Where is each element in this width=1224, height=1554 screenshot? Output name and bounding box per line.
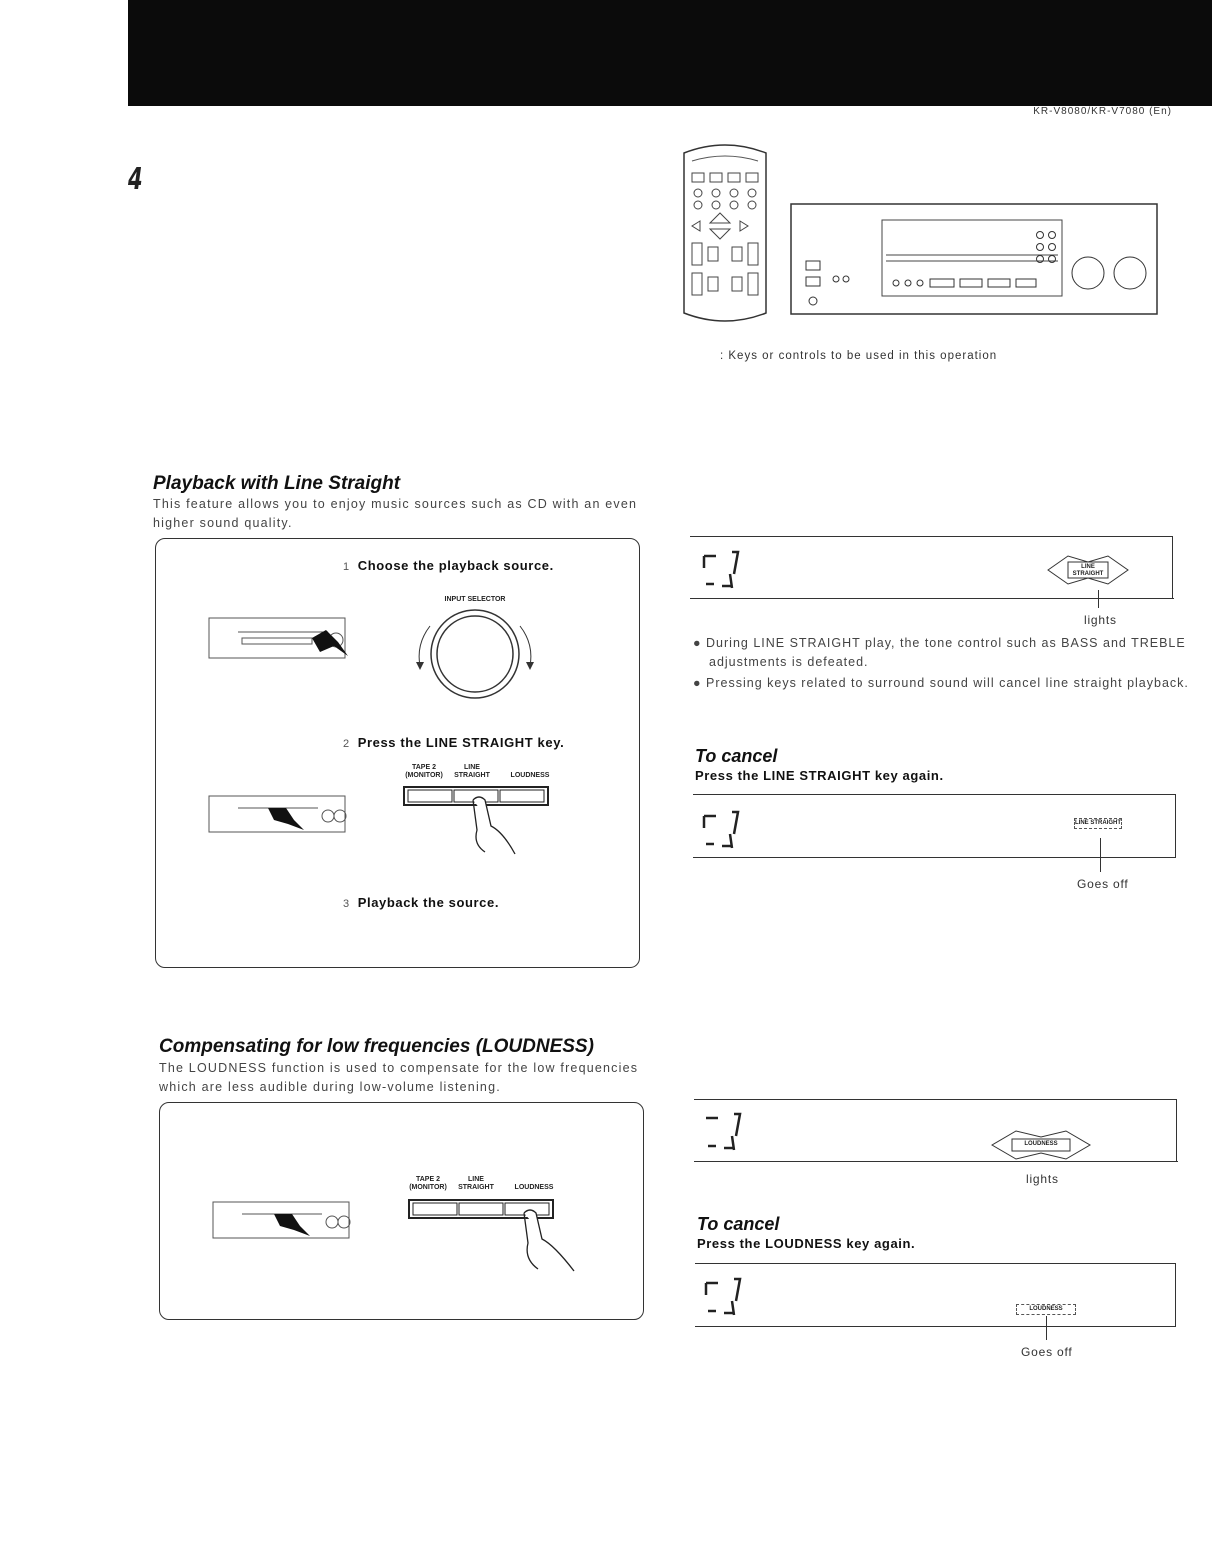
lights-label-1: lights xyxy=(1084,613,1117,627)
loudness-indicator: LOUDNESS xyxy=(1024,1141,1058,1147)
leader-line xyxy=(1046,1316,1047,1340)
bullet-1: ● During LINE STRAIGHT play, the tone control such as BASS and TREBLE adjustments is defeated. xyxy=(693,636,1186,669)
step-3-number: 3 xyxy=(343,898,350,910)
key-row-illustration-1 xyxy=(403,786,553,856)
page-number: 4 xyxy=(128,162,143,197)
key-row-illustration-2 xyxy=(408,1199,578,1279)
input-selector-label: INPUT SELECTOR xyxy=(444,596,506,603)
step-3 xyxy=(343,895,499,910)
receiver-mini-illustration-3 xyxy=(212,1196,362,1248)
cancel-title-1: To cancel xyxy=(695,746,778,766)
display-baseline xyxy=(690,598,1174,599)
loudness-key-label: LOUDNESS xyxy=(510,772,550,779)
header-bar xyxy=(128,0,1212,106)
lights-label-2: lights xyxy=(1026,1172,1059,1186)
section1-title: Playback with Line Straight xyxy=(153,473,401,494)
line-straight-key-label-2: LINE STRAIGHT xyxy=(458,1176,494,1191)
step-1 xyxy=(343,558,554,573)
step-1-number: 1 xyxy=(343,561,350,573)
display-baseline xyxy=(694,1161,1178,1162)
leader-line xyxy=(1100,838,1101,872)
goes-off-label-2: Goes off xyxy=(1021,1345,1073,1359)
display-digits-icon xyxy=(704,1110,744,1154)
receiver-mini-illustration-1 xyxy=(208,612,358,664)
goes-off-label-1: Goes off xyxy=(1077,877,1129,891)
line-straight-indicator-off: LINE STRAIGHT xyxy=(1074,818,1122,829)
display-loudness-off xyxy=(695,1263,1176,1327)
cancel-subtitle-2: Press the LOUDNESS key again. xyxy=(697,1236,916,1251)
bullet-1-text: During LINE STRAIGHT play, the tone control such as BASS and TREBLE adjustments is defeated. xyxy=(706,636,1186,669)
tape2-monitor-label: TAPE 2 (MONITOR) xyxy=(405,764,443,779)
input-selector-knob[interactable] xyxy=(410,608,550,704)
section1-description: This feature allows you to enjoy music sources such as CD with an even higher sound quality. xyxy=(153,497,638,530)
section2-title: Compensating for low frequencies (LOUDNESS) xyxy=(159,1036,594,1057)
finger-press-icon xyxy=(524,1210,574,1271)
bullet-2-text: Pressing keys related to surround sound will cancel line straight playback. xyxy=(706,676,1189,690)
leader-line xyxy=(1098,590,1099,608)
tape2-monitor-label-2: TAPE 2 (MONITOR) xyxy=(409,1176,447,1191)
section2-description: The LOUDNESS function is used to compensate for the low frequencies which are less audible during low-volume listening. xyxy=(159,1061,639,1094)
step-2 xyxy=(343,735,564,750)
model-number: KR-V8080/KR-V7080 (En) xyxy=(1033,106,1172,117)
display-digits-icon xyxy=(702,548,742,592)
line-straight-indicator: LINE STRAIGHT xyxy=(1072,564,1104,577)
display-digits-icon xyxy=(704,1275,744,1319)
cancel-subtitle-1: Press the LINE STRAIGHT key again. xyxy=(695,768,944,783)
line-straight-key-label: LINE STRAIGHT xyxy=(454,764,490,779)
step-3-text: Playback the source. xyxy=(357,895,500,910)
receiver-front-panel-illustration xyxy=(790,203,1158,315)
cancel-title-2: To cancel xyxy=(697,1214,780,1234)
remote-control-illustration xyxy=(680,143,770,323)
loudness-key-label-2: LOUDNESS xyxy=(514,1184,554,1191)
display-loudness-lights xyxy=(694,1099,1177,1162)
legend-text: : Keys or controls to be used in this operation xyxy=(720,350,998,362)
bullet-2: ● Pressing keys related to surround sound will cancel line straight playback. xyxy=(693,676,1189,690)
receiver-mini-illustration-2 xyxy=(208,790,358,842)
step-2-text: Press the LINE STRAIGHT key. xyxy=(357,735,565,750)
step-1-text: Choose the playback source. xyxy=(357,558,554,573)
step-2-number: 2 xyxy=(343,738,350,750)
loudness-indicator-off: LOUDNESS xyxy=(1016,1304,1076,1315)
display-digits-icon xyxy=(702,808,742,852)
